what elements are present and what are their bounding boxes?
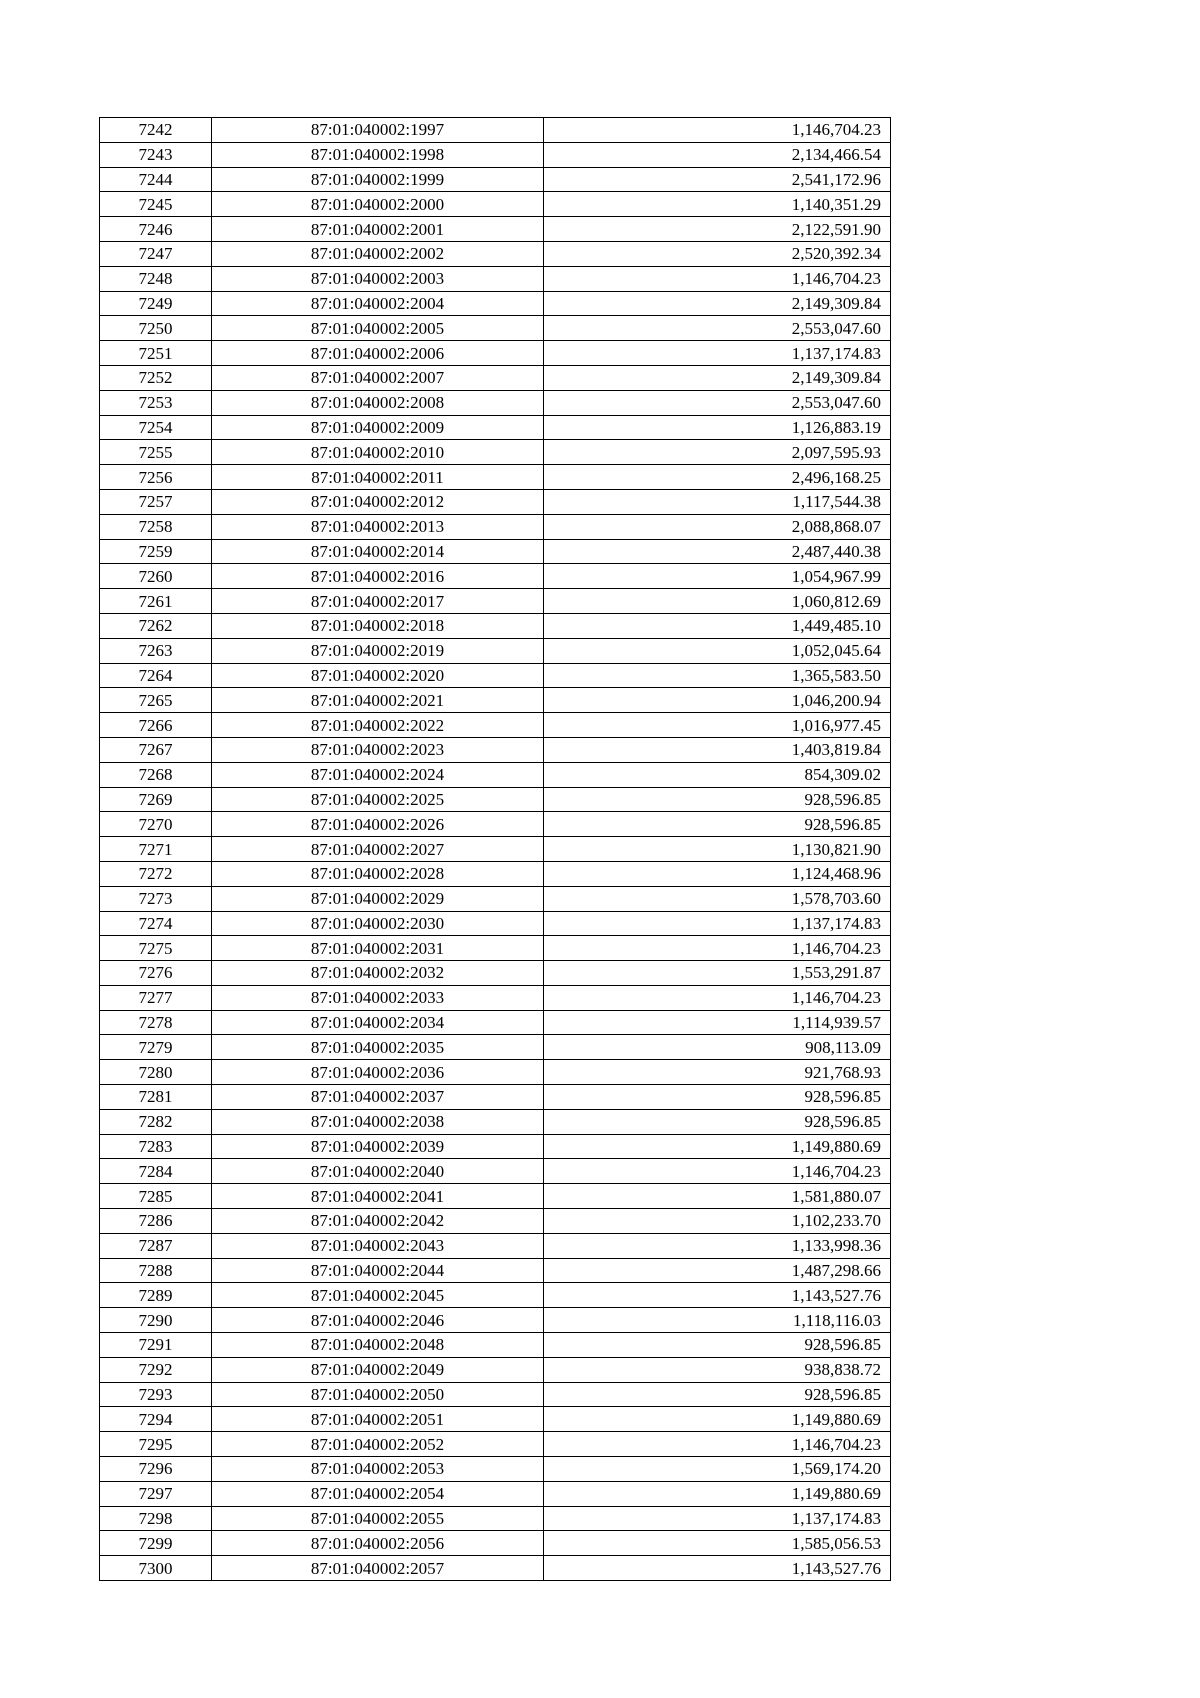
row-number-cell: 7285 bbox=[100, 1184, 212, 1209]
cadastral-number-cell: 87:01:040002:2016 bbox=[212, 564, 544, 589]
table-row bbox=[100, 1382, 891, 1407]
row-number-cell: 7261 bbox=[100, 589, 212, 614]
row-number-cell: 7288 bbox=[100, 1258, 212, 1283]
value-cell: 1,124,468.96 bbox=[544, 861, 891, 886]
row-number-cell: 7276 bbox=[100, 961, 212, 986]
cadastral-number-cell: 87:01:040002:2044 bbox=[212, 1258, 544, 1283]
table-row bbox=[100, 365, 891, 390]
row-number-cell: 7268 bbox=[100, 762, 212, 787]
value-cell: 928,596.85 bbox=[544, 787, 891, 812]
table-row bbox=[100, 192, 891, 217]
cadastral-value-table bbox=[99, 117, 891, 1581]
row-number-cell: 7283 bbox=[100, 1134, 212, 1159]
row-number-cell: 7291 bbox=[100, 1333, 212, 1358]
row-number-cell: 7270 bbox=[100, 812, 212, 837]
cadastral-number-cell: 87:01:040002:2029 bbox=[212, 886, 544, 911]
row-number-cell: 7287 bbox=[100, 1233, 212, 1258]
cadastral-number-cell: 87:01:040002:2028 bbox=[212, 861, 544, 886]
row-number-cell: 7278 bbox=[100, 1010, 212, 1035]
value-cell: 928,596.85 bbox=[544, 1085, 891, 1110]
table-row bbox=[100, 762, 891, 787]
row-number-cell: 7271 bbox=[100, 837, 212, 862]
row-number-cell: 7273 bbox=[100, 886, 212, 911]
row-number-cell: 7260 bbox=[100, 564, 212, 589]
cadastral-number-cell: 87:01:040002:2008 bbox=[212, 390, 544, 415]
value-cell: 1,146,704.23 bbox=[544, 1432, 891, 1457]
value-cell: 2,149,309.84 bbox=[544, 291, 891, 316]
row-number-cell: 7277 bbox=[100, 985, 212, 1010]
row-number-cell: 7297 bbox=[100, 1481, 212, 1506]
cadastral-number-cell: 87:01:040002:2053 bbox=[212, 1457, 544, 1482]
table-row bbox=[100, 837, 891, 862]
cadastral-number-cell: 87:01:040002:2004 bbox=[212, 291, 544, 316]
cadastral-number-cell: 87:01:040002:2022 bbox=[212, 713, 544, 738]
value-cell: 1,114,939.57 bbox=[544, 1010, 891, 1035]
cadastral-number-cell: 87:01:040002:2025 bbox=[212, 787, 544, 812]
row-number-cell: 7245 bbox=[100, 192, 212, 217]
cadastral-number-cell: 87:01:040002:2006 bbox=[212, 341, 544, 366]
value-cell: 938,838.72 bbox=[544, 1357, 891, 1382]
cadastral-number-cell: 87:01:040002:2040 bbox=[212, 1159, 544, 1184]
table-row bbox=[100, 737, 891, 762]
table-row bbox=[100, 266, 891, 291]
value-cell: 854,309.02 bbox=[544, 762, 891, 787]
cadastral-number-cell: 87:01:040002:2056 bbox=[212, 1531, 544, 1556]
cadastral-number-cell: 87:01:040002:2024 bbox=[212, 762, 544, 787]
value-cell: 1,403,819.84 bbox=[544, 737, 891, 762]
table-row bbox=[100, 415, 891, 440]
table-row bbox=[100, 1159, 891, 1184]
table-row bbox=[100, 241, 891, 266]
value-cell: 1,146,704.23 bbox=[544, 1159, 891, 1184]
value-cell: 2,088,868.07 bbox=[544, 514, 891, 539]
table-row bbox=[100, 638, 891, 663]
cadastral-number-cell: 87:01:040002:2005 bbox=[212, 316, 544, 341]
row-number-cell: 7250 bbox=[100, 316, 212, 341]
value-cell: 1,146,704.23 bbox=[544, 266, 891, 291]
table-row bbox=[100, 489, 891, 514]
table-row bbox=[100, 1209, 891, 1234]
table-row bbox=[100, 1184, 891, 1209]
row-number-cell: 7253 bbox=[100, 390, 212, 415]
cadastral-number-cell: 87:01:040002:2055 bbox=[212, 1506, 544, 1531]
cadastral-number-cell: 87:01:040002:2045 bbox=[212, 1283, 544, 1308]
cadastral-number-cell: 87:01:040002:1999 bbox=[212, 167, 544, 192]
table-row bbox=[100, 167, 891, 192]
table-row bbox=[100, 1556, 891, 1581]
value-cell: 1,578,703.60 bbox=[544, 886, 891, 911]
row-number-cell: 7256 bbox=[100, 465, 212, 490]
table-row bbox=[100, 961, 891, 986]
row-number-cell: 7279 bbox=[100, 1035, 212, 1060]
cadastral-number-cell: 87:01:040002:2041 bbox=[212, 1184, 544, 1209]
cadastral-number-cell: 87:01:040002:2042 bbox=[212, 1209, 544, 1234]
value-cell: 1,146,704.23 bbox=[544, 985, 891, 1010]
cadastral-number-cell: 87:01:040002:2033 bbox=[212, 985, 544, 1010]
row-number-cell: 7275 bbox=[100, 936, 212, 961]
value-cell: 2,541,172.96 bbox=[544, 167, 891, 192]
cadastral-number-cell: 87:01:040002:2026 bbox=[212, 812, 544, 837]
row-number-cell: 7272 bbox=[100, 861, 212, 886]
table-row bbox=[100, 1531, 891, 1556]
value-cell: 1,149,880.69 bbox=[544, 1407, 891, 1432]
cadastral-number-cell: 87:01:040002:2011 bbox=[212, 465, 544, 490]
table-row bbox=[100, 1233, 891, 1258]
table-row bbox=[100, 316, 891, 341]
value-cell: 2,134,466.54 bbox=[544, 142, 891, 167]
cadastral-number-cell: 87:01:040002:2002 bbox=[212, 241, 544, 266]
value-cell: 1,487,298.66 bbox=[544, 1258, 891, 1283]
row-number-cell: 7251 bbox=[100, 341, 212, 366]
value-cell: 2,553,047.60 bbox=[544, 316, 891, 341]
table-row bbox=[100, 1109, 891, 1134]
value-cell: 1,046,200.94 bbox=[544, 688, 891, 713]
value-cell: 2,122,591.90 bbox=[544, 217, 891, 242]
cadastral-number-cell: 87:01:040002:2049 bbox=[212, 1357, 544, 1382]
row-number-cell: 7246 bbox=[100, 217, 212, 242]
row-number-cell: 7255 bbox=[100, 440, 212, 465]
row-number-cell: 7259 bbox=[100, 539, 212, 564]
row-number-cell: 7265 bbox=[100, 688, 212, 713]
table-row bbox=[100, 663, 891, 688]
value-cell: 1,137,174.83 bbox=[544, 1506, 891, 1531]
table-row bbox=[100, 1085, 891, 1110]
row-number-cell: 7296 bbox=[100, 1457, 212, 1482]
table-row bbox=[100, 613, 891, 638]
value-cell: 1,052,045.64 bbox=[544, 638, 891, 663]
cadastral-number-cell: 87:01:040002:2010 bbox=[212, 440, 544, 465]
cadastral-number-cell: 87:01:040002:2012 bbox=[212, 489, 544, 514]
cadastral-number-cell: 87:01:040002:2014 bbox=[212, 539, 544, 564]
cadastral-number-cell: 87:01:040002:2031 bbox=[212, 936, 544, 961]
cadastral-number-cell: 87:01:040002:2035 bbox=[212, 1035, 544, 1060]
row-number-cell: 7266 bbox=[100, 713, 212, 738]
table-row bbox=[100, 985, 891, 1010]
row-number-cell: 7269 bbox=[100, 787, 212, 812]
table-row bbox=[100, 539, 891, 564]
table-row bbox=[100, 1506, 891, 1531]
table-row bbox=[100, 1308, 891, 1333]
value-cell: 1,137,174.83 bbox=[544, 911, 891, 936]
table-row bbox=[100, 589, 891, 614]
row-number-cell: 7247 bbox=[100, 241, 212, 266]
row-number-cell: 7262 bbox=[100, 613, 212, 638]
value-cell: 1,149,880.69 bbox=[544, 1134, 891, 1159]
value-cell: 1,137,174.83 bbox=[544, 341, 891, 366]
cadastral-number-cell: 87:01:040002:1997 bbox=[212, 118, 544, 143]
table-row bbox=[100, 886, 891, 911]
table-row bbox=[100, 1258, 891, 1283]
cadastral-number-cell: 87:01:040002:2037 bbox=[212, 1085, 544, 1110]
value-cell: 1,133,998.36 bbox=[544, 1233, 891, 1258]
row-number-cell: 7294 bbox=[100, 1407, 212, 1432]
cadastral-number-cell: 87:01:040002:2032 bbox=[212, 961, 544, 986]
table-row bbox=[100, 465, 891, 490]
row-number-cell: 7264 bbox=[100, 663, 212, 688]
cadastral-number-cell: 87:01:040002:2020 bbox=[212, 663, 544, 688]
table-row bbox=[100, 1134, 891, 1159]
value-cell: 1,146,704.23 bbox=[544, 118, 891, 143]
table-row bbox=[100, 1035, 891, 1060]
value-cell: 1,365,583.50 bbox=[544, 663, 891, 688]
cadastral-number-cell: 87:01:040002:2023 bbox=[212, 737, 544, 762]
cadastral-number-cell: 87:01:040002:2007 bbox=[212, 365, 544, 390]
value-cell: 1,054,967.99 bbox=[544, 564, 891, 589]
value-cell: 928,596.85 bbox=[544, 1382, 891, 1407]
cadastral-number-cell: 87:01:040002:2009 bbox=[212, 415, 544, 440]
table-row bbox=[100, 911, 891, 936]
cadastral-number-cell: 87:01:040002:2057 bbox=[212, 1556, 544, 1581]
value-cell: 1,117,544.38 bbox=[544, 489, 891, 514]
table-row bbox=[100, 936, 891, 961]
row-number-cell: 7300 bbox=[100, 1556, 212, 1581]
cadastral-number-cell: 87:01:040002:2050 bbox=[212, 1382, 544, 1407]
row-number-cell: 7249 bbox=[100, 291, 212, 316]
value-cell: 928,596.85 bbox=[544, 1109, 891, 1134]
value-cell: 928,596.85 bbox=[544, 1333, 891, 1358]
row-number-cell: 7286 bbox=[100, 1209, 212, 1234]
table-row bbox=[100, 514, 891, 539]
cadastral-number-cell: 87:01:040002:2021 bbox=[212, 688, 544, 713]
value-cell: 1,143,527.76 bbox=[544, 1283, 891, 1308]
row-number-cell: 7267 bbox=[100, 737, 212, 762]
cadastral-number-cell: 87:01:040002:2000 bbox=[212, 192, 544, 217]
value-cell: 2,520,392.34 bbox=[544, 241, 891, 266]
row-number-cell: 7284 bbox=[100, 1159, 212, 1184]
table-row bbox=[100, 1357, 891, 1382]
row-number-cell: 7263 bbox=[100, 638, 212, 663]
cadastral-number-cell: 87:01:040002:2019 bbox=[212, 638, 544, 663]
value-cell: 908,113.09 bbox=[544, 1035, 891, 1060]
row-number-cell: 7281 bbox=[100, 1085, 212, 1110]
value-cell: 921,768.93 bbox=[544, 1060, 891, 1085]
cadastral-number-cell: 87:01:040002:2013 bbox=[212, 514, 544, 539]
row-number-cell: 7254 bbox=[100, 415, 212, 440]
value-cell: 928,596.85 bbox=[544, 812, 891, 837]
table-row bbox=[100, 1333, 891, 1358]
row-number-cell: 7292 bbox=[100, 1357, 212, 1382]
table-row bbox=[100, 1283, 891, 1308]
cadastral-number-cell: 87:01:040002:2046 bbox=[212, 1308, 544, 1333]
value-cell: 2,496,168.25 bbox=[544, 465, 891, 490]
row-number-cell: 7243 bbox=[100, 142, 212, 167]
table-row bbox=[100, 1457, 891, 1482]
value-cell: 1,149,880.69 bbox=[544, 1481, 891, 1506]
table-row bbox=[100, 1060, 891, 1085]
row-number-cell: 7298 bbox=[100, 1506, 212, 1531]
row-number-cell: 7252 bbox=[100, 365, 212, 390]
cadastral-number-cell: 87:01:040002:2034 bbox=[212, 1010, 544, 1035]
table-row bbox=[100, 861, 891, 886]
row-number-cell: 7293 bbox=[100, 1382, 212, 1407]
table-row bbox=[100, 688, 891, 713]
value-cell: 2,097,595.93 bbox=[544, 440, 891, 465]
value-cell: 2,487,440.38 bbox=[544, 539, 891, 564]
cadastral-number-cell: 87:01:040002:2027 bbox=[212, 837, 544, 862]
table-body bbox=[100, 118, 891, 1581]
cadastral-number-cell: 87:01:040002:2051 bbox=[212, 1407, 544, 1432]
value-cell: 1,140,351.29 bbox=[544, 192, 891, 217]
row-number-cell: 7295 bbox=[100, 1432, 212, 1457]
cadastral-number-cell: 87:01:040002:2043 bbox=[212, 1233, 544, 1258]
value-cell: 1,143,527.76 bbox=[544, 1556, 891, 1581]
value-cell: 2,553,047.60 bbox=[544, 390, 891, 415]
cadastral-number-cell: 87:01:040002:2048 bbox=[212, 1333, 544, 1358]
table-row bbox=[100, 1481, 891, 1506]
row-number-cell: 7280 bbox=[100, 1060, 212, 1085]
row-number-cell: 7257 bbox=[100, 489, 212, 514]
cadastral-number-cell: 87:01:040002:2003 bbox=[212, 266, 544, 291]
table-row bbox=[100, 1407, 891, 1432]
row-number-cell: 7299 bbox=[100, 1531, 212, 1556]
table-row bbox=[100, 440, 891, 465]
value-cell: 1,585,056.53 bbox=[544, 1531, 891, 1556]
value-cell: 2,149,309.84 bbox=[544, 365, 891, 390]
table-row bbox=[100, 118, 891, 143]
value-cell: 1,060,812.69 bbox=[544, 589, 891, 614]
table-row bbox=[100, 1010, 891, 1035]
cadastral-number-cell: 87:01:040002:2030 bbox=[212, 911, 544, 936]
table-row bbox=[100, 713, 891, 738]
table-row bbox=[100, 217, 891, 242]
value-cell: 1,569,174.20 bbox=[544, 1457, 891, 1482]
value-cell: 1,581,880.07 bbox=[544, 1184, 891, 1209]
value-cell: 1,016,977.45 bbox=[544, 713, 891, 738]
value-cell: 1,126,883.19 bbox=[544, 415, 891, 440]
cadastral-number-cell: 87:01:040002:2052 bbox=[212, 1432, 544, 1457]
row-number-cell: 7274 bbox=[100, 911, 212, 936]
cadastral-number-cell: 87:01:040002:1998 bbox=[212, 142, 544, 167]
row-number-cell: 7248 bbox=[100, 266, 212, 291]
value-cell: 1,553,291.87 bbox=[544, 961, 891, 986]
cadastral-number-cell: 87:01:040002:2038 bbox=[212, 1109, 544, 1134]
row-number-cell: 7290 bbox=[100, 1308, 212, 1333]
cadastral-number-cell: 87:01:040002:2036 bbox=[212, 1060, 544, 1085]
value-cell: 1,130,821.90 bbox=[544, 837, 891, 862]
value-cell: 1,449,485.10 bbox=[544, 613, 891, 638]
table-row bbox=[100, 390, 891, 415]
row-number-cell: 7282 bbox=[100, 1109, 212, 1134]
table-row bbox=[100, 564, 891, 589]
table-row bbox=[100, 341, 891, 366]
row-number-cell: 7242 bbox=[100, 118, 212, 143]
cadastral-number-cell: 87:01:040002:2039 bbox=[212, 1134, 544, 1159]
row-number-cell: 7289 bbox=[100, 1283, 212, 1308]
row-number-cell: 7244 bbox=[100, 167, 212, 192]
table-row bbox=[100, 291, 891, 316]
table-row bbox=[100, 142, 891, 167]
cadastral-number-cell: 87:01:040002:2018 bbox=[212, 613, 544, 638]
cadastral-number-cell: 87:01:040002:2054 bbox=[212, 1481, 544, 1506]
value-cell: 1,102,233.70 bbox=[544, 1209, 891, 1234]
table-row bbox=[100, 812, 891, 837]
table-row bbox=[100, 787, 891, 812]
value-cell: 1,118,116.03 bbox=[544, 1308, 891, 1333]
row-number-cell: 7258 bbox=[100, 514, 212, 539]
cadastral-number-cell: 87:01:040002:2001 bbox=[212, 217, 544, 242]
cadastral-number-cell: 87:01:040002:2017 bbox=[212, 589, 544, 614]
value-cell: 1,146,704.23 bbox=[544, 936, 891, 961]
table-row bbox=[100, 1432, 891, 1457]
